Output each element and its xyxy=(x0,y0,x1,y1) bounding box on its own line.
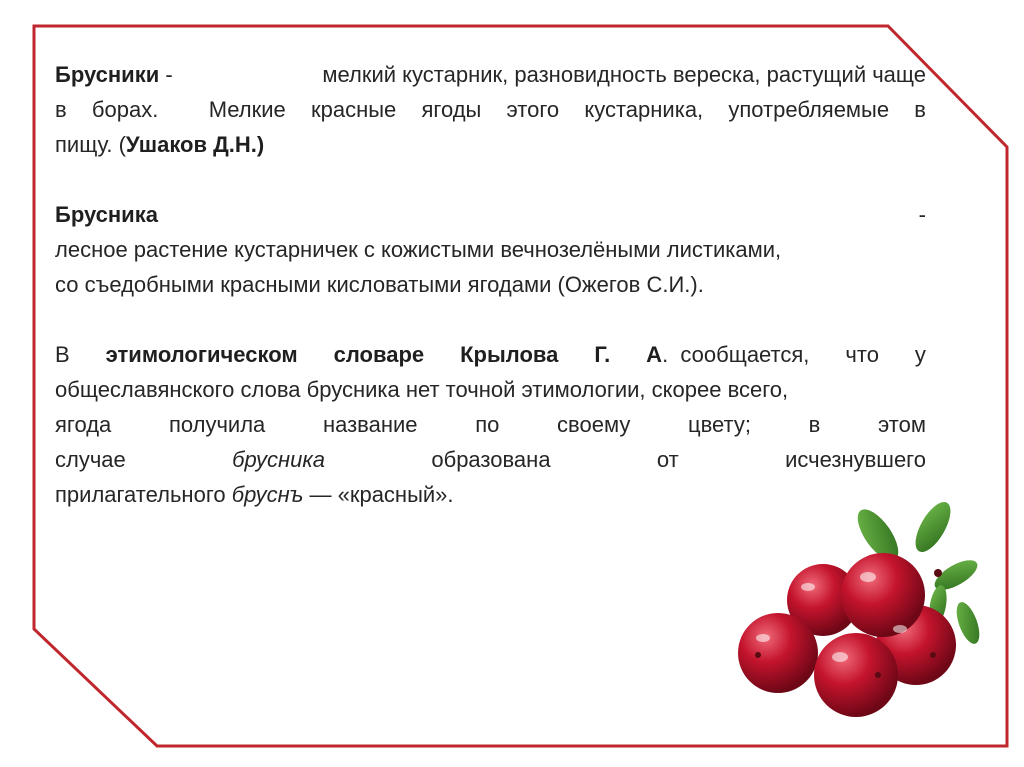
p1-line1 xyxy=(55,57,926,92)
p3-line1 xyxy=(55,337,926,372)
p3-w3: словаре xyxy=(333,342,425,367)
spacer xyxy=(55,302,926,337)
p3-w9: у xyxy=(914,342,926,367)
p1-line2: в борах. Мелкие красные ягоды этого кустарника, употребляемые в xyxy=(55,97,926,122)
p1-dash: - xyxy=(159,62,179,87)
p1-line1-rest: мелкий кустарник, разновидность вереска, растущий чаще xyxy=(322,62,926,87)
p3-l4-5: исчезнувшего xyxy=(785,447,926,472)
term-brusniki: Брусники xyxy=(55,62,160,87)
p1-line1-left xyxy=(55,57,179,92)
p2-dash: - xyxy=(918,202,926,227)
p3-l3-word: получила xyxy=(168,412,266,437)
p3-l5-end: — «красный». xyxy=(303,482,454,507)
p3-line3 xyxy=(55,407,926,442)
p3-w6: А xyxy=(646,342,663,367)
p1-line3-start: пищу. ( xyxy=(55,132,126,157)
p3-l4-4: от xyxy=(656,447,679,472)
p3-l3-word: своему xyxy=(557,412,631,437)
p3-l3-word: название xyxy=(322,412,418,437)
p3-l3-word: этом xyxy=(878,412,926,437)
paragraph-krylov xyxy=(55,337,926,512)
paragraph-ushakov xyxy=(55,57,926,162)
p3-w5: Г. xyxy=(594,342,611,367)
source-ushakov: Ушаков Д.Н.) xyxy=(125,132,265,157)
p3-l4-2: брусника xyxy=(232,447,325,472)
lingonberry-berries-icon xyxy=(728,495,998,735)
p3-l3-word: по xyxy=(475,412,500,437)
p3-w7: . сообщается, xyxy=(662,342,810,367)
p2-line1 xyxy=(55,197,926,232)
p3-w8: что xyxy=(845,342,879,367)
p3-l5-word: бруснъ xyxy=(231,482,304,507)
spacer xyxy=(55,162,926,197)
text-content xyxy=(55,57,926,512)
p3-w4: Крылова xyxy=(460,342,559,367)
p3-l3-word: ягода xyxy=(55,412,112,437)
p3-w1: В xyxy=(55,342,70,367)
paragraph-ozhegov xyxy=(55,197,926,302)
p3-l3-word: цвету; xyxy=(688,412,751,437)
p3-l3-word: в xyxy=(808,412,821,437)
p3-l4-1: случае xyxy=(55,447,126,472)
p1-line3 xyxy=(55,127,926,162)
p2-line3: со съедобными красными кисловатыми ягодами (Ожегов С.И.). xyxy=(55,272,704,297)
p3-l5-start: прилагательного xyxy=(55,482,232,507)
term-brusnika: Брусника xyxy=(55,202,158,227)
p2-line2: лесное растение кустарничек с кожистыми вечнозелёными листиками, xyxy=(55,237,782,262)
p3-w2: этимологическом xyxy=(105,342,298,367)
p3-l4-3: образована xyxy=(431,447,551,472)
p3-line4 xyxy=(55,442,926,477)
p3-line2: общеславянского слова брусника нет точной этимологии, скорее всего, xyxy=(55,377,789,402)
berries-group xyxy=(738,553,956,717)
p3-w6-group xyxy=(646,337,809,372)
